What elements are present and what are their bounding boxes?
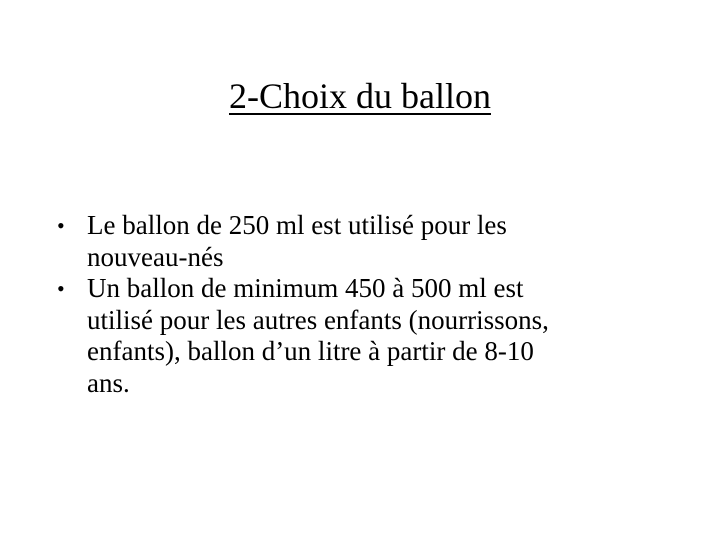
bullet-2-line-2: utilisé pour les autres enfants (nourrissons,	[87, 304, 549, 335]
bullet-list	[54, 210, 674, 399]
bullet-marker-icon: •	[57, 276, 65, 301]
slide-title: 2-Choix du ballon	[229, 76, 491, 116]
bullet-2-line-4: ans.	[87, 367, 130, 398]
bullet-1-line-1: Le ballon de 250 ml est utilisé pour les	[87, 210, 507, 240]
bullet-text-2	[87, 273, 674, 399]
bullet-item-1	[54, 210, 674, 273]
bullet-1-line-2: nouveau-nés	[87, 241, 224, 272]
bullet-marker-icon: •	[57, 213, 65, 238]
bullet-2-line-1: Un ballon de minimum 450 à 500 ml est	[87, 273, 524, 303]
bullet-text-1	[87, 210, 674, 273]
bullet-item-2	[54, 273, 674, 399]
bullet-2-line-3: enfants), ballon d’un litre à partir de 8-10	[87, 336, 534, 366]
